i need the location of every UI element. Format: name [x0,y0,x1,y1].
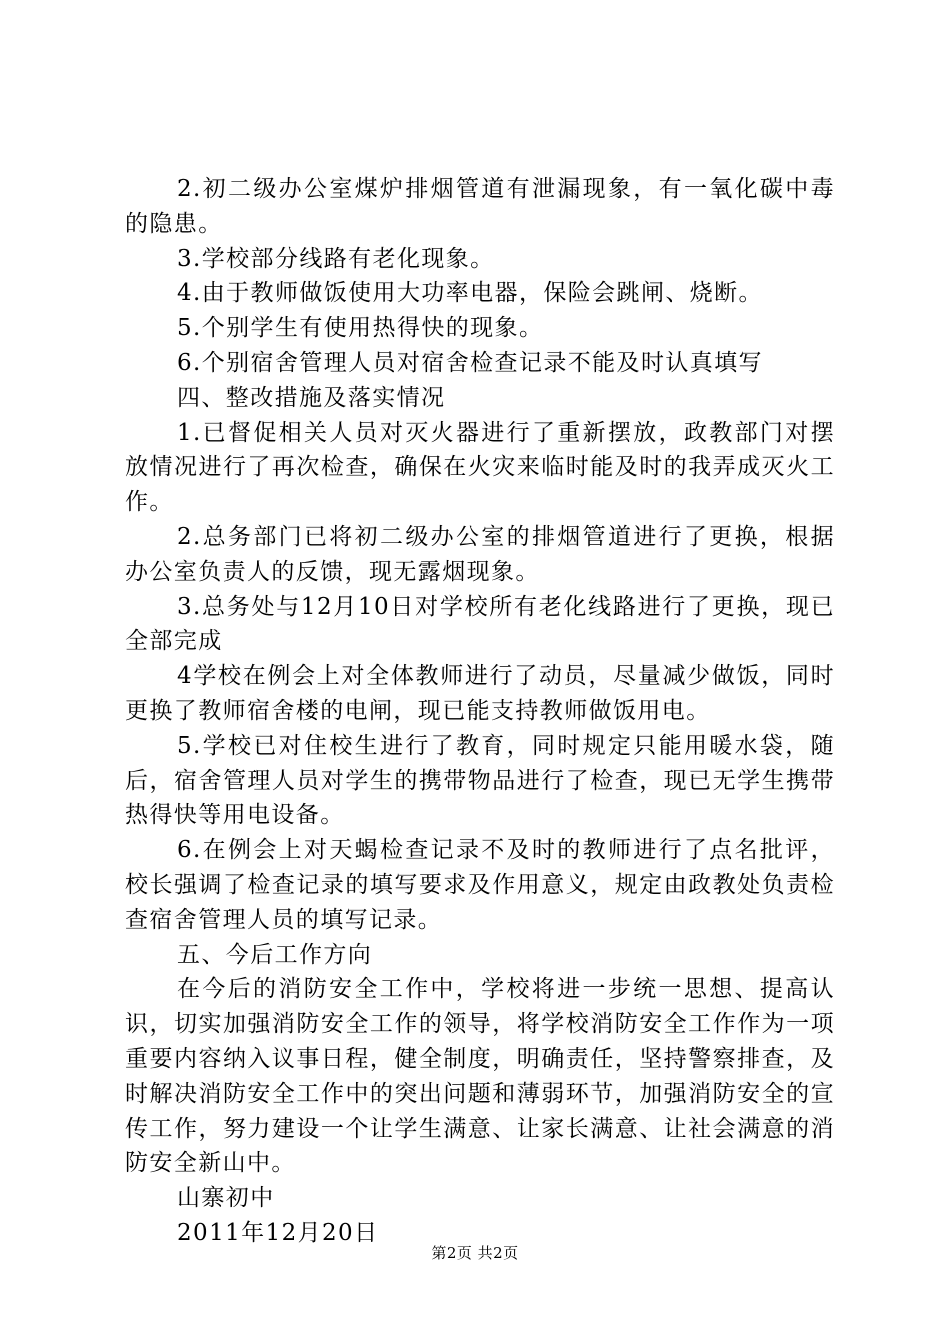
paragraph-future-work: 在今后的消防安全工作中，学校将进一步统一思想、提高认识，切实加强消防安全工作的领导，将学校消防安全工作作为一项重要内容纳入议事日程，健全制度，明确责任，坚持警察排查，及时解决消防安全工作中的突出问题和薄弱环节，加强消防安全的宣传工作，努力建设一个让学生满意、让家长满意、让社会满意的消防安全新山中。 [125,976,835,1177]
section-heading-rectification: 四、整改措施及落实情况 [177,384,446,411]
signature-school-name: 山寨初中 [177,1185,275,1212]
paragraph-measure-5: 5.学校已对住校生进行了教育，同时规定只能用暖水袋，随后，宿舍管理人员对学生的携带物品进行了检查，现已无学生携带热得快等用电设备。 [125,732,835,829]
page-number-footer: 第2页 共2页 [431,1244,519,1262]
paragraph-measure-1: 1.已督促相关人员对灭火器进行了重新摆放，政教部门对摆放情况进行了再次检查，确保在火灾来临时能及时的我弄成灭火工作。 [125,419,835,516]
paragraph-issue-5: 5.个别学生有使用热得快的现象。 [177,315,544,342]
paragraph-measure-2: 2.总务部门已将初二级办公室的排烟管道进行了更换，根据办公室负责人的反馈，现无露烟现象。 [125,523,835,585]
signature-date: 2011年12月20日 [177,1219,379,1246]
document-body [125,172,835,1251]
paragraph-measure-3: 3.总务处与12月10日对学校所有老化线路进行了更换，现已全部完成 [125,593,835,655]
paragraph-issue-2: 2.初二级办公室煤炉排烟管道有泄漏现象，有一氧化碳中毒的隐患。 [125,176,835,237]
paragraph-issue-3: 3.学校部分线路有老化现象。 [177,245,495,272]
paragraph-issue-6: 6.个别宿舍管理人员对宿舍检查记录不能及时认真填写 [177,349,763,376]
paragraph-measure-6: 6.在例会上对天蝎检查记录不及时的教师进行了点名批评，校长强调了检查记录的填写要求及作用意义，规定由政教处负责检查宿舍管理人员的填写记录。 [125,837,835,933]
section-heading-future-direction: 五、今后工作方向 [177,941,373,968]
paragraph-measure-4: 4学校在例会上对全体教师进行了动员，尽量减少做饭，同时更换了教师宿舍楼的电闸，现已能支持教师做饭用电。 [125,663,835,724]
paragraph-issue-4: 4.由于教师做饭使用大功率电器，保险会跳闸、烧断。 [177,280,763,307]
